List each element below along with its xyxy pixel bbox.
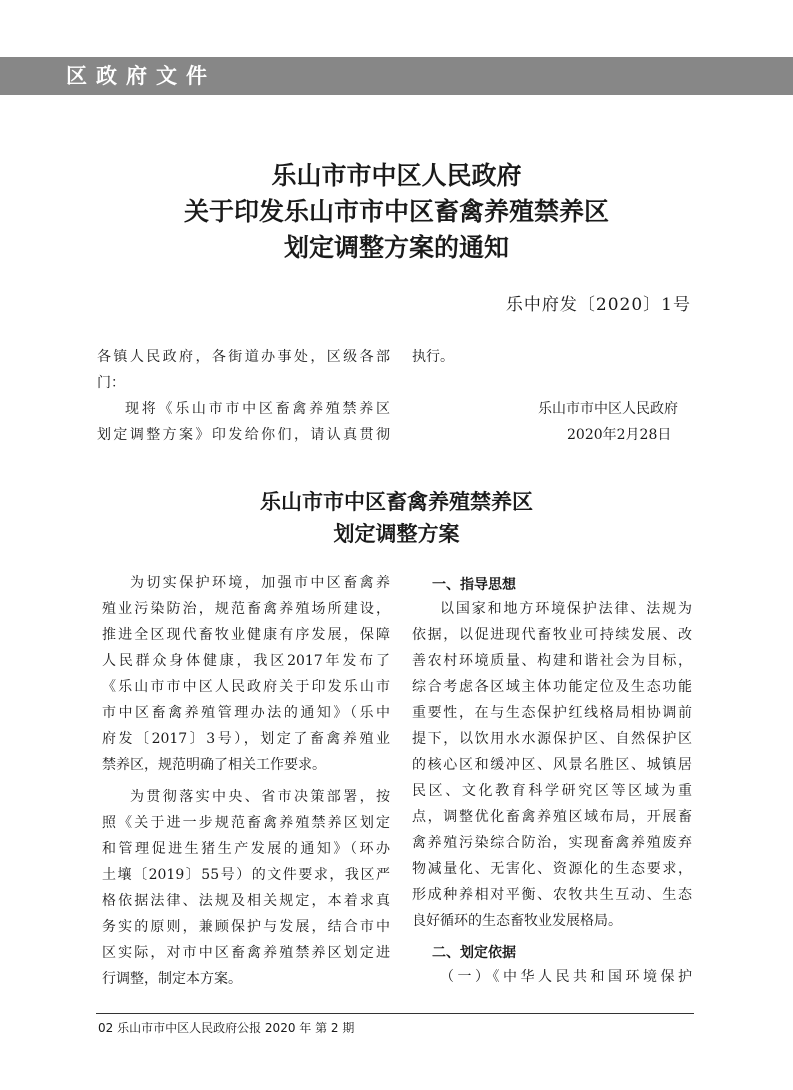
section1-line-1: 以国家和地方环境保护法律、法规为 bbox=[440, 601, 692, 617]
intro-para2-line-4: 土壤〔2019〕55号）的文件要求，我区严 bbox=[102, 867, 390, 883]
document-number: 乐中府发〔2020〕1号 bbox=[505, 295, 691, 315]
notice-body-line-1: 现将《乐山市市中区畜禽养殖禁养区 bbox=[125, 401, 390, 417]
signature: 乐山市市中区人民政府 bbox=[538, 401, 678, 417]
section1-line-6: 提下，以饮用水水源保护区、自然保护区 bbox=[412, 731, 692, 747]
section1-line-2: 依据，以促进现代畜牧业可持续发展、改 bbox=[412, 627, 692, 643]
plan-title-line-2: 划定调整方案 bbox=[333, 521, 460, 546]
intro-para1-line-2: 殖业污染防治，规范畜禽养殖场所建设， bbox=[102, 601, 390, 617]
section-banner bbox=[0, 57, 793, 95]
section1-line-7: 的核心区和缓冲区、风景名胜区、城镇居 bbox=[412, 757, 692, 773]
section2-heading: 二、划定依据 bbox=[432, 945, 516, 961]
section1-line-8: 民区、文化教育科学研究区等区域为重 bbox=[412, 783, 692, 799]
intro-para2-line-6: 务实的原则，兼顾保护与发展，结合市中 bbox=[102, 919, 390, 935]
intro-para2-line-7: 区实际，对市中区畜禽养殖禁养区划定进 bbox=[102, 945, 390, 961]
notice-title-line-3: 划定调整方案的通知 bbox=[283, 233, 509, 262]
banner-title: 区政府文件 bbox=[66, 64, 216, 88]
page-number: 02 bbox=[98, 1021, 114, 1035]
footer-rule bbox=[96, 1013, 694, 1014]
section1-line-11: 物减量化、无害化、资源化的生态要求， bbox=[412, 861, 692, 877]
intro-para1-line-4: 人民群众身体健康，我区2017年发布了 bbox=[102, 653, 390, 669]
footer bbox=[98, 1019, 354, 1036]
section1-line-12: 形成种养相对平衡、农牧共生互动、生态 bbox=[412, 887, 692, 903]
intro-para1-line-8: 禁养区，规范明确了相关工作要求。 bbox=[102, 757, 326, 773]
recipient-line-2: 门： bbox=[97, 375, 125, 391]
intro-para1-line-5: 《乐山市市中区人民政府关于印发乐山市 bbox=[102, 679, 390, 695]
section1-heading: 一、指导思想 bbox=[432, 577, 516, 593]
section1-line-10: 禽养殖污染综合防治，实现畜禽养殖废弃 bbox=[412, 835, 692, 851]
recipient-line-1: 各镇人民政府，各街道办事处，区级各部 bbox=[97, 349, 390, 365]
section1-line-9: 点，调整优化畜禽养殖区域布局，开展畜 bbox=[412, 809, 692, 825]
publication-name: 乐山市市中区人民政府公报 2020 年 第 2 期 bbox=[117, 1021, 355, 1035]
issue-date: 2020年2月28日 bbox=[567, 427, 672, 443]
intro-para1-line-7: 府发〔2017〕3号），划定了畜禽养殖业 bbox=[102, 731, 390, 747]
section1-line-13: 良好循环的生态畜牧业发展格局。 bbox=[412, 913, 622, 929]
section1-line-4: 综合考虑各区域主体功能定位及生态功能 bbox=[412, 679, 692, 695]
notice-body-line-3: 执行。 bbox=[412, 349, 454, 365]
section1-line-5: 重要性，在与生态保护红线格局相协调前 bbox=[412, 705, 692, 721]
intro-para1-line-1: 为切实保护环境，加强市中区畜禽养 bbox=[130, 575, 390, 591]
intro-para2-line-8: 行调整，制定本方案。 bbox=[102, 971, 242, 987]
intro-para2-line-5: 格依据法律、法规及相关规定，本着求真 bbox=[102, 893, 390, 909]
plan-title-line-1: 乐山市市中区畜禽养殖禁养区 bbox=[260, 489, 533, 514]
intro-para2-line-1: 为贯彻落实中央、省市决策部署，按 bbox=[130, 789, 390, 805]
section2-first-line: （一）《中华人民共和国环境保护 bbox=[440, 969, 692, 985]
intro-para2-line-2: 照《关于进一步规范畜禽养殖禁养区划定 bbox=[102, 815, 390, 831]
intro-para1-line-6: 市中区畜禽养殖管理办法的通知》（乐中 bbox=[102, 705, 390, 721]
notice-title-line-1: 乐山市市中区人民政府 bbox=[271, 161, 522, 190]
notice-body-line-2: 划定调整方案》印发给你们，请认真贯彻 bbox=[97, 427, 390, 443]
section1-line-3: 善农村环境质量、构建和谐社会为目标， bbox=[412, 653, 692, 669]
intro-para1-line-3: 推进全区现代畜牧业健康有序发展，保障 bbox=[102, 627, 390, 643]
notice-title-line-2: 关于印发乐山市市中区畜禽养殖禁养区 bbox=[183, 197, 609, 226]
intro-para2-line-3: 和管理促进生猪生产发展的通知》（环办 bbox=[102, 841, 390, 857]
